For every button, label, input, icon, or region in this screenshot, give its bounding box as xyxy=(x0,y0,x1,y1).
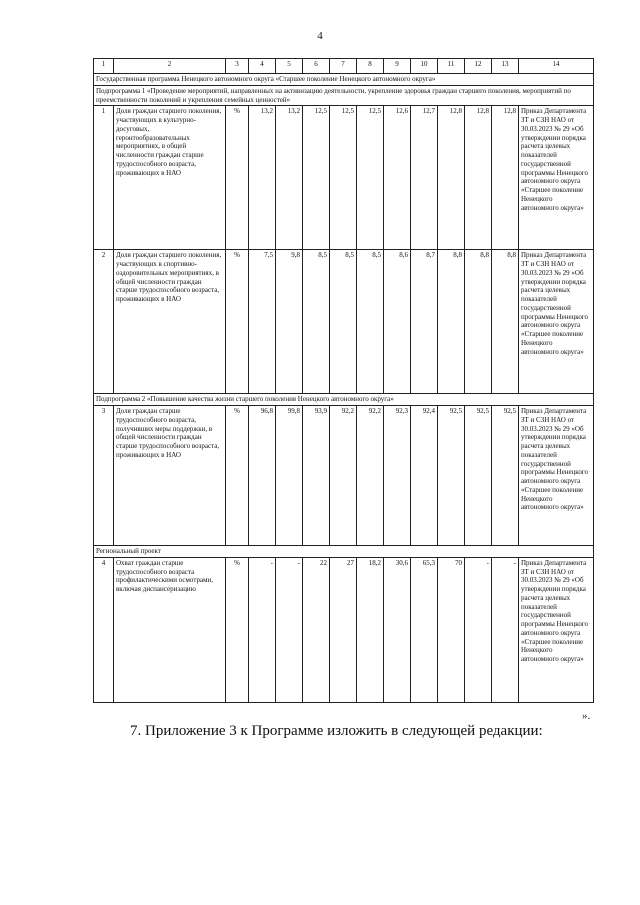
source-document: Приказ Департамента ЗТ и СЗН НАО от 30.03.2023 № 29 «Об утверждении порядка расчета целевых показателей государственной программы Ненецкого автономного округа «Старшее поколение Ненецкого автономного округа» xyxy=(519,557,594,702)
header-cell: 8 xyxy=(357,59,384,74)
indicator-name: Охват граждан старше трудоспособного возраста профилактическими осмотрами, включая диспансеризацию xyxy=(114,557,226,702)
value-cell: 12,8 xyxy=(438,106,465,250)
value-cell: 70 xyxy=(438,557,465,702)
header-cell: 4 xyxy=(249,59,276,74)
value-cell: - xyxy=(465,557,492,702)
indicator-name: Доля граждан старше трудоспособного возраста, получивших меры поддержки, в общей численности граждан старше трудоспособного возраста, проживающих в НАО xyxy=(114,406,226,546)
unit-cell: % xyxy=(226,557,249,702)
value-cell: 8,7 xyxy=(411,250,438,394)
value-cell: 92,2 xyxy=(330,406,357,546)
value-cell: 99,8 xyxy=(276,406,303,546)
value-cell: 27 xyxy=(330,557,357,702)
table-row xyxy=(94,106,594,250)
value-cell: 13,2 xyxy=(276,106,303,250)
value-cell: 93,9 xyxy=(303,406,330,546)
source-document: Приказ Департамента ЗТ и СЗН НАО от 30.03.2023 № 29 «Об утверждении порядка расчета целевых показателей государственной программы Ненецкого автономного округа «Старшее поколение Ненецкого автономного округа» xyxy=(519,106,594,250)
value-cell: 12,6 xyxy=(384,106,411,250)
value-cell: 92,2 xyxy=(357,406,384,546)
value-cell: 8,8 xyxy=(492,250,519,394)
table-row xyxy=(94,557,594,702)
indicators-table xyxy=(93,58,594,703)
value-cell: 30,6 xyxy=(384,557,411,702)
value-cell: 13,2 xyxy=(249,106,276,250)
table-row xyxy=(94,406,594,546)
program-title-row xyxy=(94,74,594,86)
closing-mark: ». xyxy=(582,710,591,722)
value-cell: 9,8 xyxy=(276,250,303,394)
header-cell: 2 xyxy=(114,59,226,74)
value-cell: 12,7 xyxy=(411,106,438,250)
header-cell: 9 xyxy=(384,59,411,74)
unit-cell: % xyxy=(226,106,249,250)
value-cell: 12,5 xyxy=(303,106,330,250)
subprogram-2-row xyxy=(94,394,594,406)
value-cell: 7,5 xyxy=(249,250,276,394)
source-document: Приказ Департамента ЗТ и СЗН НАО от 30.03.2023 № 29 «Об утверждении порядка расчета целевых показателей государственной программы Ненецкого автономного округа «Старшее поколение Ненецкого автономного округа» xyxy=(519,250,594,394)
header-row xyxy=(94,59,594,74)
regional-project-row xyxy=(94,546,594,558)
value-cell: 8,5 xyxy=(357,250,384,394)
program-title: Государственная программа Ненецкого автономного округа «Старшее поколение Ненецкого автономного округа» xyxy=(94,74,594,86)
value-cell: 12,8 xyxy=(492,106,519,250)
header-cell: 10 xyxy=(411,59,438,74)
value-cell: 96,8 xyxy=(249,406,276,546)
value-cell: 8,5 xyxy=(303,250,330,394)
value-cell: 92,5 xyxy=(465,406,492,546)
indicator-name: Доля граждан старшего поколения, участвующих в культурно-досуговых, геронтообразовательных мероприятиях, в общей численности граждан старше трудоспособного возраста, проживающих в НАО xyxy=(114,106,226,250)
regional-project-title: Региональный проект xyxy=(94,546,594,558)
value-cell: 12,8 xyxy=(465,106,492,250)
unit-cell: % xyxy=(226,250,249,394)
header-cell: 7 xyxy=(330,59,357,74)
header-cell: 13 xyxy=(492,59,519,74)
header-cell: 12 xyxy=(465,59,492,74)
value-cell: 65,3 xyxy=(411,557,438,702)
subprogram-1-row xyxy=(94,85,594,106)
value-cell: 8,8 xyxy=(465,250,492,394)
instruction-text: 7. Приложение 3 к Программе изложить в следующей редакции: xyxy=(130,723,543,739)
value-cell: 92,3 xyxy=(384,406,411,546)
value-cell: 92,4 xyxy=(411,406,438,546)
value-cell: 8,8 xyxy=(438,250,465,394)
row-number: 1 xyxy=(94,106,114,250)
value-cell: - xyxy=(249,557,276,702)
page-number: 4 xyxy=(317,30,323,42)
row-number: 2 xyxy=(94,250,114,394)
value-cell: 12,5 xyxy=(330,106,357,250)
value-cell: 8,5 xyxy=(330,250,357,394)
value-cell: 92,5 xyxy=(492,406,519,546)
value-cell: - xyxy=(276,557,303,702)
value-cell: 18,2 xyxy=(357,557,384,702)
table-row xyxy=(94,250,594,394)
value-cell: - xyxy=(492,557,519,702)
row-number: 4 xyxy=(94,557,114,702)
header-cell: 5 xyxy=(276,59,303,74)
unit-cell: % xyxy=(226,406,249,546)
row-number: 3 xyxy=(94,406,114,546)
header-cell: 14 xyxy=(519,59,594,74)
value-cell: 22 xyxy=(303,557,330,702)
header-cell: 1 xyxy=(94,59,114,74)
subprogram-2-title: Подпрограмма 2 «Повышение качества жизни старшего поколения Ненецкого автономного округа» xyxy=(94,394,594,406)
indicator-name: Доля граждан старшего поколения, участвующих в спортивно-оздоровительных мероприятиях, в общей численности граждан старше трудоспособного возраста, проживающих в НАО xyxy=(114,250,226,394)
subprogram-1-title: Подпрограмма 1 «Проведение мероприятий, направленных на активизацию деятельности, укрепление здоровья граждан старшего поколения, мероприятий по преемственности поколений и укрепления семейных ценностей» xyxy=(94,85,594,106)
header-cell: 6 xyxy=(303,59,330,74)
header-cell: 11 xyxy=(438,59,465,74)
value-cell: 12,5 xyxy=(357,106,384,250)
source-document: Приказ Департамента ЗТ и СЗН НАО от 30.03.2023 № 29 «Об утверждении порядка расчета целевых показателей государственной программы Ненецкого автономного округа «Старшее поколение Ненецкого автономного округа» xyxy=(519,406,594,546)
value-cell: 92,5 xyxy=(438,406,465,546)
value-cell: 8,6 xyxy=(384,250,411,394)
header-cell: 3 xyxy=(226,59,249,74)
